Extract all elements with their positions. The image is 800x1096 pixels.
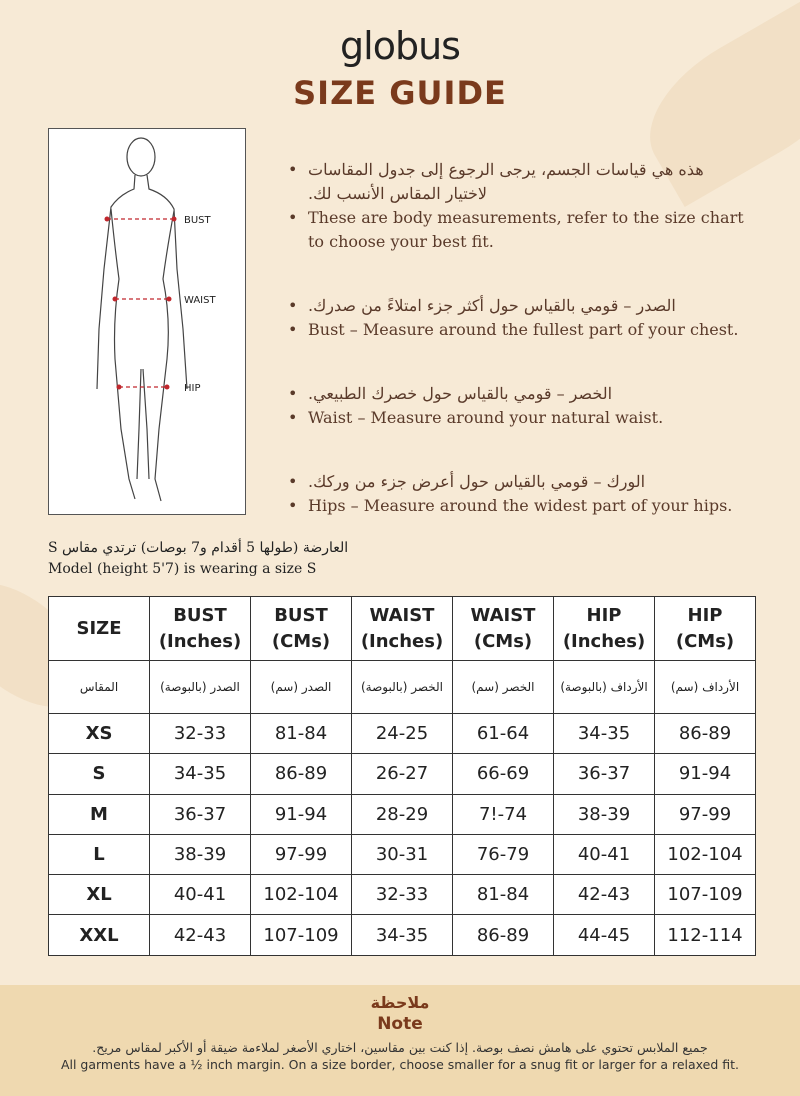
column-header-ar: الخصر (بالبوصة): [352, 661, 453, 714]
column-header-line: (Inches): [562, 630, 646, 652]
measurement-cell: 36-37: [150, 794, 251, 834]
measurement-cell: 44-45: [554, 915, 655, 955]
table-row: [49, 754, 756, 794]
column-header-ar: الخصر (سم): [453, 661, 554, 714]
header-row: [49, 597, 756, 661]
size-cell: L: [49, 834, 150, 874]
bust-label: BUST: [184, 215, 211, 226]
bullet-en: • These are body measurements, refer to the size chart to choose your best fit.: [288, 206, 748, 254]
size-cell: XL: [49, 875, 150, 915]
brand-logo: globus: [340, 24, 460, 68]
waist-label: WAIST: [184, 295, 216, 306]
column-header: [453, 597, 554, 661]
column-header: [352, 597, 453, 661]
measurement-cell: 7!-74: [453, 794, 554, 834]
measurement-cell: 42-43: [150, 915, 251, 955]
bullet-ar: • الصدر – قومي بالقياس حول أكثر جزء امتلاءً من صدرك.: [288, 294, 748, 318]
table-row: [49, 794, 756, 834]
body-measurement-figure: [48, 128, 246, 515]
note-section: [0, 985, 800, 1096]
column-header-line: (CMs): [473, 630, 533, 652]
column-header: [251, 597, 352, 661]
column-header-ar: الأرداف (بالبوصة): [554, 661, 655, 714]
measurement-cell: 86-89: [453, 915, 554, 955]
measurement-cell: 34-35: [554, 714, 655, 754]
page-title: SIZE GUIDE: [293, 74, 507, 112]
measurement-cell: 38-39: [554, 794, 655, 834]
column-header-line: BUST: [274, 604, 328, 626]
measurement-cell: 102-104: [251, 875, 352, 915]
bullet-ar: • هذه هي قياسات الجسم، يرجى الرجوع إلى جدول المقاسات لاختيار المقاس الأنسب لك.: [288, 158, 748, 206]
measurement-cell: 32-33: [150, 714, 251, 754]
measurement-cell: 38-39: [150, 834, 251, 874]
size-cell: XXL: [49, 915, 150, 955]
note-title-ar: ملاحظة: [370, 993, 430, 1012]
measurement-cell: 91-94: [251, 794, 352, 834]
column-header: [150, 597, 251, 661]
measurement-cell: 112-114: [655, 915, 756, 955]
measurement-cell: 107-109: [655, 875, 756, 915]
measurement-cell: 24-25: [352, 714, 453, 754]
measurement-instructions: [288, 158, 748, 558]
measurement-cell: 86-89: [655, 714, 756, 754]
measurement-cell: 97-99: [655, 794, 756, 834]
hip-label: HIP: [184, 383, 201, 394]
column-header: [655, 597, 756, 661]
bullet-ar: • الخصر – قومي بالقياس حول خصرك الطبيعي.: [288, 382, 748, 406]
bullet-en: • Waist – Measure around your natural waist.: [288, 406, 748, 430]
model-info-en: Model (height 5'7) is wearing a size S: [48, 561, 317, 577]
measurement-cell: 91-94: [655, 754, 756, 794]
model-info-ar: العارضة (طولها 5 أقدام و7 بوصات) ترتدي مقاس S: [48, 540, 349, 556]
measurement-cell: 81-84: [453, 875, 554, 915]
note-text-ar: جميع الملابس تحتوي على هامش نصف بوصة. إذا كنت بين مقاسين، اختاري الأصغر لملاءمة ضيقة أو الأكبر لمقاس مريح.: [92, 1040, 708, 1055]
column-header-line: WAIST: [470, 604, 536, 626]
header-row-ar: [49, 661, 756, 714]
column-header-line: (Inches): [158, 630, 242, 652]
measurement-cell: 76-79: [453, 834, 554, 874]
table-row: [49, 875, 756, 915]
measurement-cell: 102-104: [655, 834, 756, 874]
table-row: [49, 915, 756, 955]
measurement-cell: 61-64: [453, 714, 554, 754]
column-header-ar: المقاس: [49, 661, 150, 714]
column-header-line: HIP: [586, 604, 622, 626]
column-header: [554, 597, 655, 661]
measurement-cell: 40-41: [150, 875, 251, 915]
measurement-cell: 81-84: [251, 714, 352, 754]
measurement-cell: 107-109: [251, 915, 352, 955]
column-header-ar: الأرداف (سم): [655, 661, 756, 714]
bullet-ar: • الورك – قومي بالقياس حول أعرض جزء من وركك.: [288, 470, 748, 494]
column-header-line: (CMs): [271, 630, 331, 652]
measurement-cell: 42-43: [554, 875, 655, 915]
size-table: [48, 596, 756, 956]
table-row: [49, 714, 756, 754]
column-header-line: HIP: [687, 604, 723, 626]
measurement-cell: 34-35: [150, 754, 251, 794]
measurement-cell: 34-35: [352, 915, 453, 955]
measurement-cell: 26-27: [352, 754, 453, 794]
measurement-cell: 66-69: [453, 754, 554, 794]
column-header-ar: الصدر (بالبوصة): [150, 661, 251, 714]
column-header-line: (CMs): [675, 630, 735, 652]
note-title: Note: [377, 1014, 423, 1034]
model-info: [48, 538, 348, 580]
measurement-cell: 32-33: [352, 875, 453, 915]
column-header-line: WAIST: [369, 604, 435, 626]
measurement-cell: 97-99: [251, 834, 352, 874]
measurement-cell: 30-31: [352, 834, 453, 874]
measurement-cell: 40-41: [554, 834, 655, 874]
column-header-line: SIZE: [76, 617, 122, 639]
measurement-cell: 36-37: [554, 754, 655, 794]
column-header: [49, 597, 150, 661]
measurement-cell: 86-89: [251, 754, 352, 794]
size-cell: M: [49, 794, 150, 834]
table-row: [49, 834, 756, 874]
bullet-en: • Bust – Measure around the fullest part of your chest.: [288, 318, 748, 342]
column-header-line: BUST: [173, 604, 227, 626]
note-text: All garments have a ½ inch margin. On a size border, choose smaller for a snug fit or larger for a relaxed fit.: [60, 1057, 740, 1072]
measurement-cell: 28-29: [352, 794, 453, 834]
size-cell: S: [49, 754, 150, 794]
column-header-line: (Inches): [360, 630, 444, 652]
bullet-en: • Hips – Measure around the widest part of your hips.: [288, 494, 748, 518]
size-cell: XS: [49, 714, 150, 754]
column-header-ar: الصدر (سم): [251, 661, 352, 714]
